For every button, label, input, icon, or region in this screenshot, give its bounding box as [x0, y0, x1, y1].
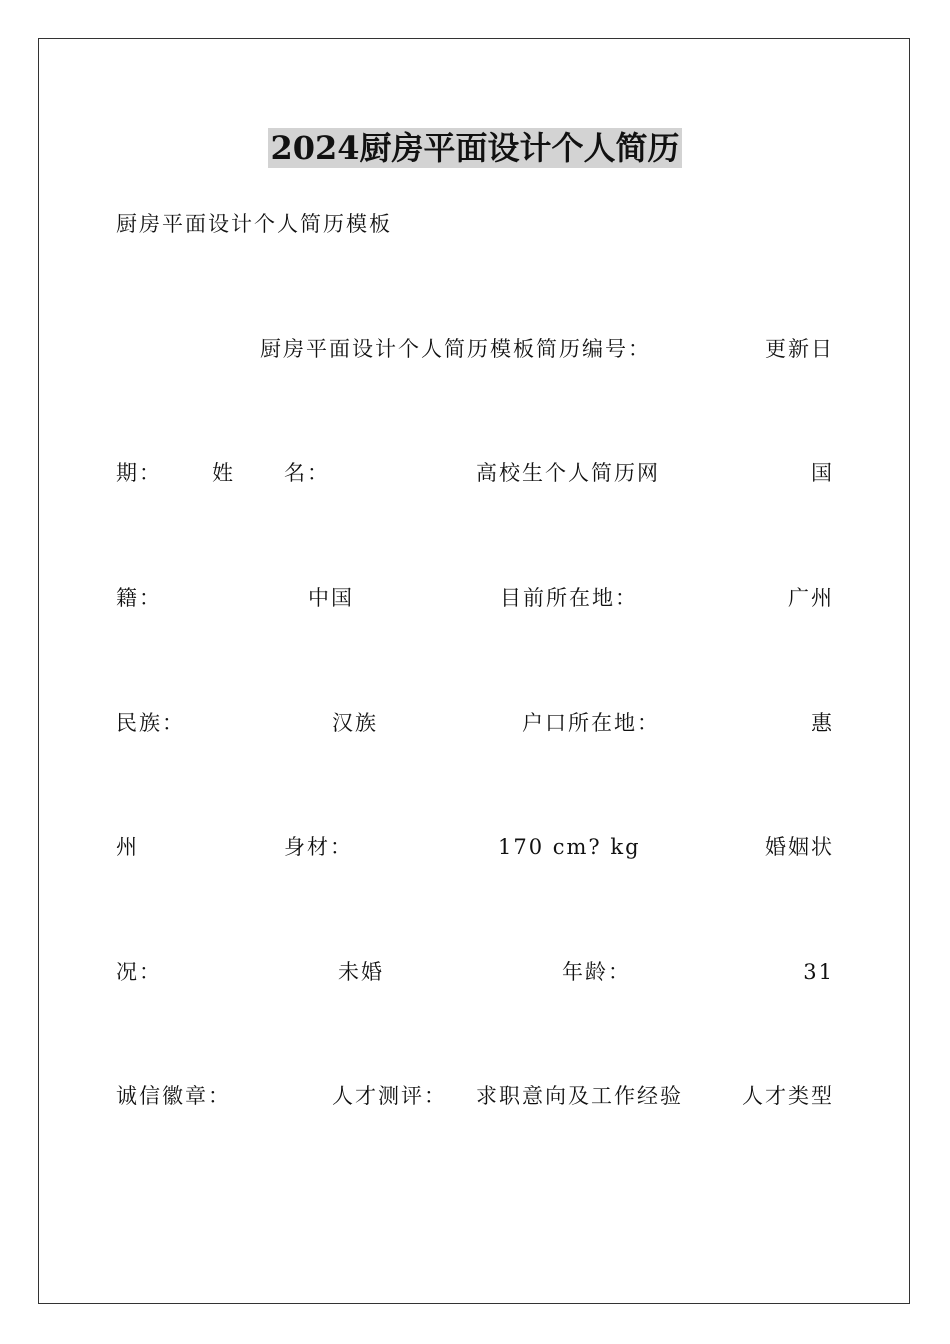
subtitle: 厨房平面设计个人简历模板	[116, 212, 392, 236]
age-label: 年龄：	[562, 960, 631, 984]
hukou-location-value-part2: 州	[116, 835, 139, 859]
nationality-value: 中国	[308, 586, 354, 610]
marital-status-label-part2: 况：	[116, 960, 162, 984]
nationality-label-part2: 籍：	[116, 586, 162, 610]
talent-assessment-label: 人才测评：	[332, 1084, 447, 1108]
nationality-label-part1: 国	[811, 461, 834, 485]
title-container	[0, 128, 950, 168]
current-location-value: 广州	[788, 586, 834, 610]
hukou-location-value-part1: 惠	[811, 711, 834, 735]
current-location-label: 目前所在地：	[500, 586, 638, 610]
age-value: 31	[803, 960, 834, 984]
integrity-badge-label: 诚信徽章：	[116, 1084, 231, 1108]
talent-type-label: 人才类型	[742, 1084, 834, 1108]
height-value: 170 cm? kg	[498, 835, 641, 859]
resume-number-label: 厨房平面设计个人简历模板简历编号：	[260, 337, 651, 361]
marital-status-value: 未婚	[338, 960, 384, 984]
document-title: 2024厨房平面设计个人简历	[270, 129, 680, 167]
job-intention-label: 求职意向及工作经验	[476, 1084, 683, 1108]
height-label: 身材：	[284, 835, 353, 859]
ethnicity-value: 汉族	[332, 711, 378, 735]
marital-status-label-part1: 婚姻状	[765, 835, 834, 859]
update-date-label-part2: 期：	[116, 461, 162, 485]
name-value: 高校生个人简历网	[476, 461, 660, 485]
ethnicity-label: 民族：	[116, 711, 185, 735]
update-date-label-part1: 更新日	[765, 337, 834, 361]
name-label-part2: 名：	[284, 461, 330, 485]
hukou-location-label: 户口所在地：	[522, 711, 660, 735]
name-label-part1: 姓	[212, 461, 235, 485]
